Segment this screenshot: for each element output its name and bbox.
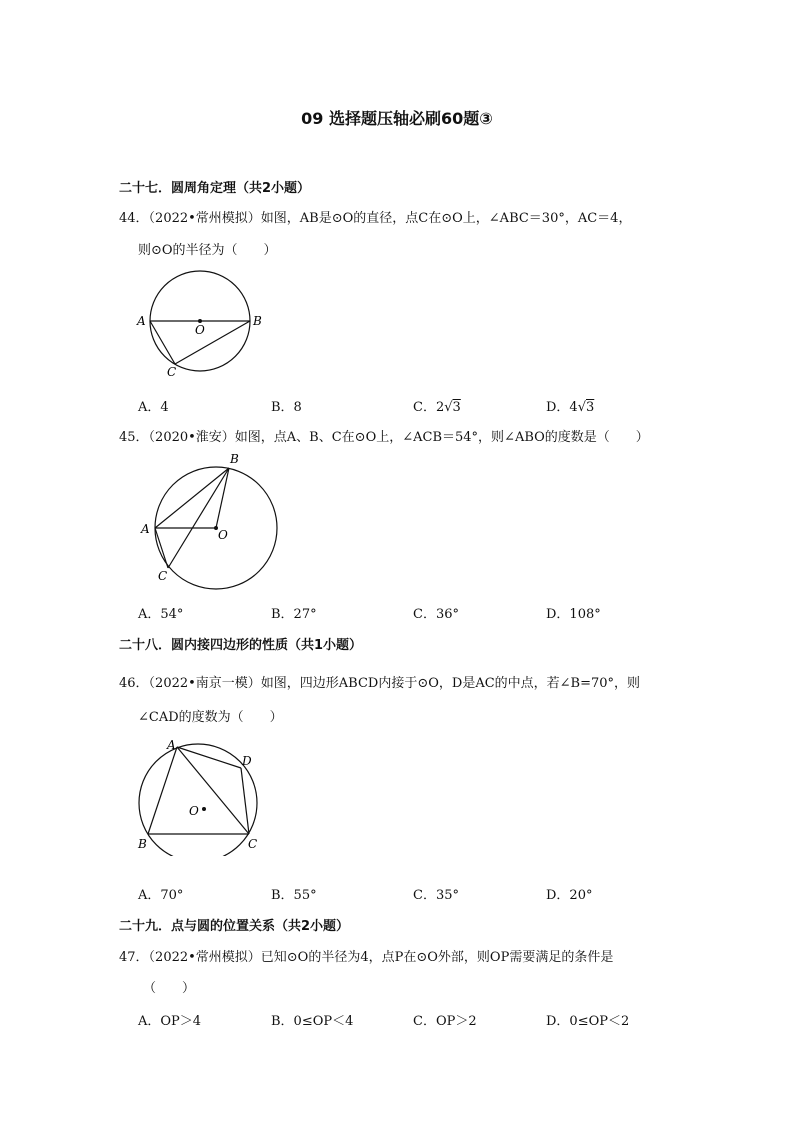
question-45-text: 45．（2020•淮安）如图，点A、B、C在⊙O上，∠ACB＝54°，则∠ABO的度数是（ ）	[119, 430, 649, 445]
option-a: A．70°	[138, 888, 184, 903]
question-44-figure	[133, 268, 273, 378]
option-c: C．2√3	[413, 400, 461, 415]
circle-o	[139, 744, 257, 856]
option-a: A．54°	[138, 607, 184, 622]
segment-bc	[168, 468, 229, 568]
option-c: C．35°	[413, 888, 459, 903]
option-d: D．0≤OP＜2	[546, 1014, 630, 1029]
label-b: B	[253, 314, 262, 328]
question-46-options	[138, 884, 698, 902]
question-45-options	[138, 603, 698, 621]
label-c: C	[248, 837, 258, 851]
segment-bc	[175, 321, 250, 364]
option-b: B．0≤OP＜4	[271, 1014, 354, 1029]
option-b: B．27°	[271, 607, 317, 622]
question-46-text-cont: ∠CAD的度数为（ ）	[138, 710, 283, 725]
option-b: B．55°	[271, 888, 317, 903]
question-44-options	[138, 396, 698, 414]
question-45-figure	[136, 450, 286, 590]
page-title: 09 选择题压轴必刷60题③	[301, 109, 493, 128]
option-d: D．4√3	[546, 400, 595, 415]
question-44-text: 44．（2022•常州模拟）如图，AB是⊙O的直径，点C在⊙O上，∠ABC＝30°，AC＝4，	[119, 211, 632, 226]
question-44-text-cont: 则⊙O的半径为（ ）	[138, 243, 277, 258]
option-b: B．8	[271, 400, 302, 415]
sqrt-symbol: √	[577, 400, 586, 415]
label-b: B	[230, 452, 239, 466]
section-heading: 二十九．点与圆的位置关系（共2小题）	[119, 919, 350, 934]
option-a: A．OP＞4	[138, 1014, 202, 1029]
option-c: C．36°	[413, 607, 459, 622]
label-d: D	[242, 754, 252, 768]
label-c: C	[167, 365, 177, 378]
sqrt-symbol: √	[444, 400, 453, 415]
option-d: D．20°	[546, 888, 593, 903]
center-point	[202, 807, 206, 811]
option-d: D．108°	[546, 607, 601, 622]
label-c: C	[158, 569, 168, 583]
question-47-text-cont: （ ）	[143, 981, 196, 996]
section-heading: 二十八．圆内接四边形的性质（共1小题）	[119, 638, 363, 653]
question-46-text: 46．（2022•南京一模）如图，四边形ABCD内接于⊙O，D是AC的中点，若∠B=70°，则	[119, 676, 641, 691]
label-o: O	[218, 528, 228, 542]
segment-ac	[155, 528, 168, 568]
label-o: O	[189, 804, 199, 818]
question-47-text: 47．（2022•常州模拟）已知⊙O的半径为4，点P在⊙O外部，则OP需要满足的条件是	[119, 950, 614, 965]
segment-ad	[177, 747, 241, 768]
question-47-options	[138, 1010, 698, 1028]
label-b: B	[138, 837, 147, 851]
question-46-figure	[132, 736, 272, 856]
option-c: C．OP＞2	[413, 1014, 477, 1029]
label-o: O	[195, 323, 205, 337]
label-a: A	[137, 314, 146, 328]
label-a: A	[141, 522, 150, 536]
segment-cd	[241, 768, 249, 834]
segment-ac	[150, 321, 175, 364]
option-a: A．4	[138, 400, 169, 415]
segment-ab	[148, 747, 177, 834]
section-heading: 二十七．圆周角定理（共2小题）	[119, 181, 311, 196]
label-a: A	[167, 738, 176, 752]
